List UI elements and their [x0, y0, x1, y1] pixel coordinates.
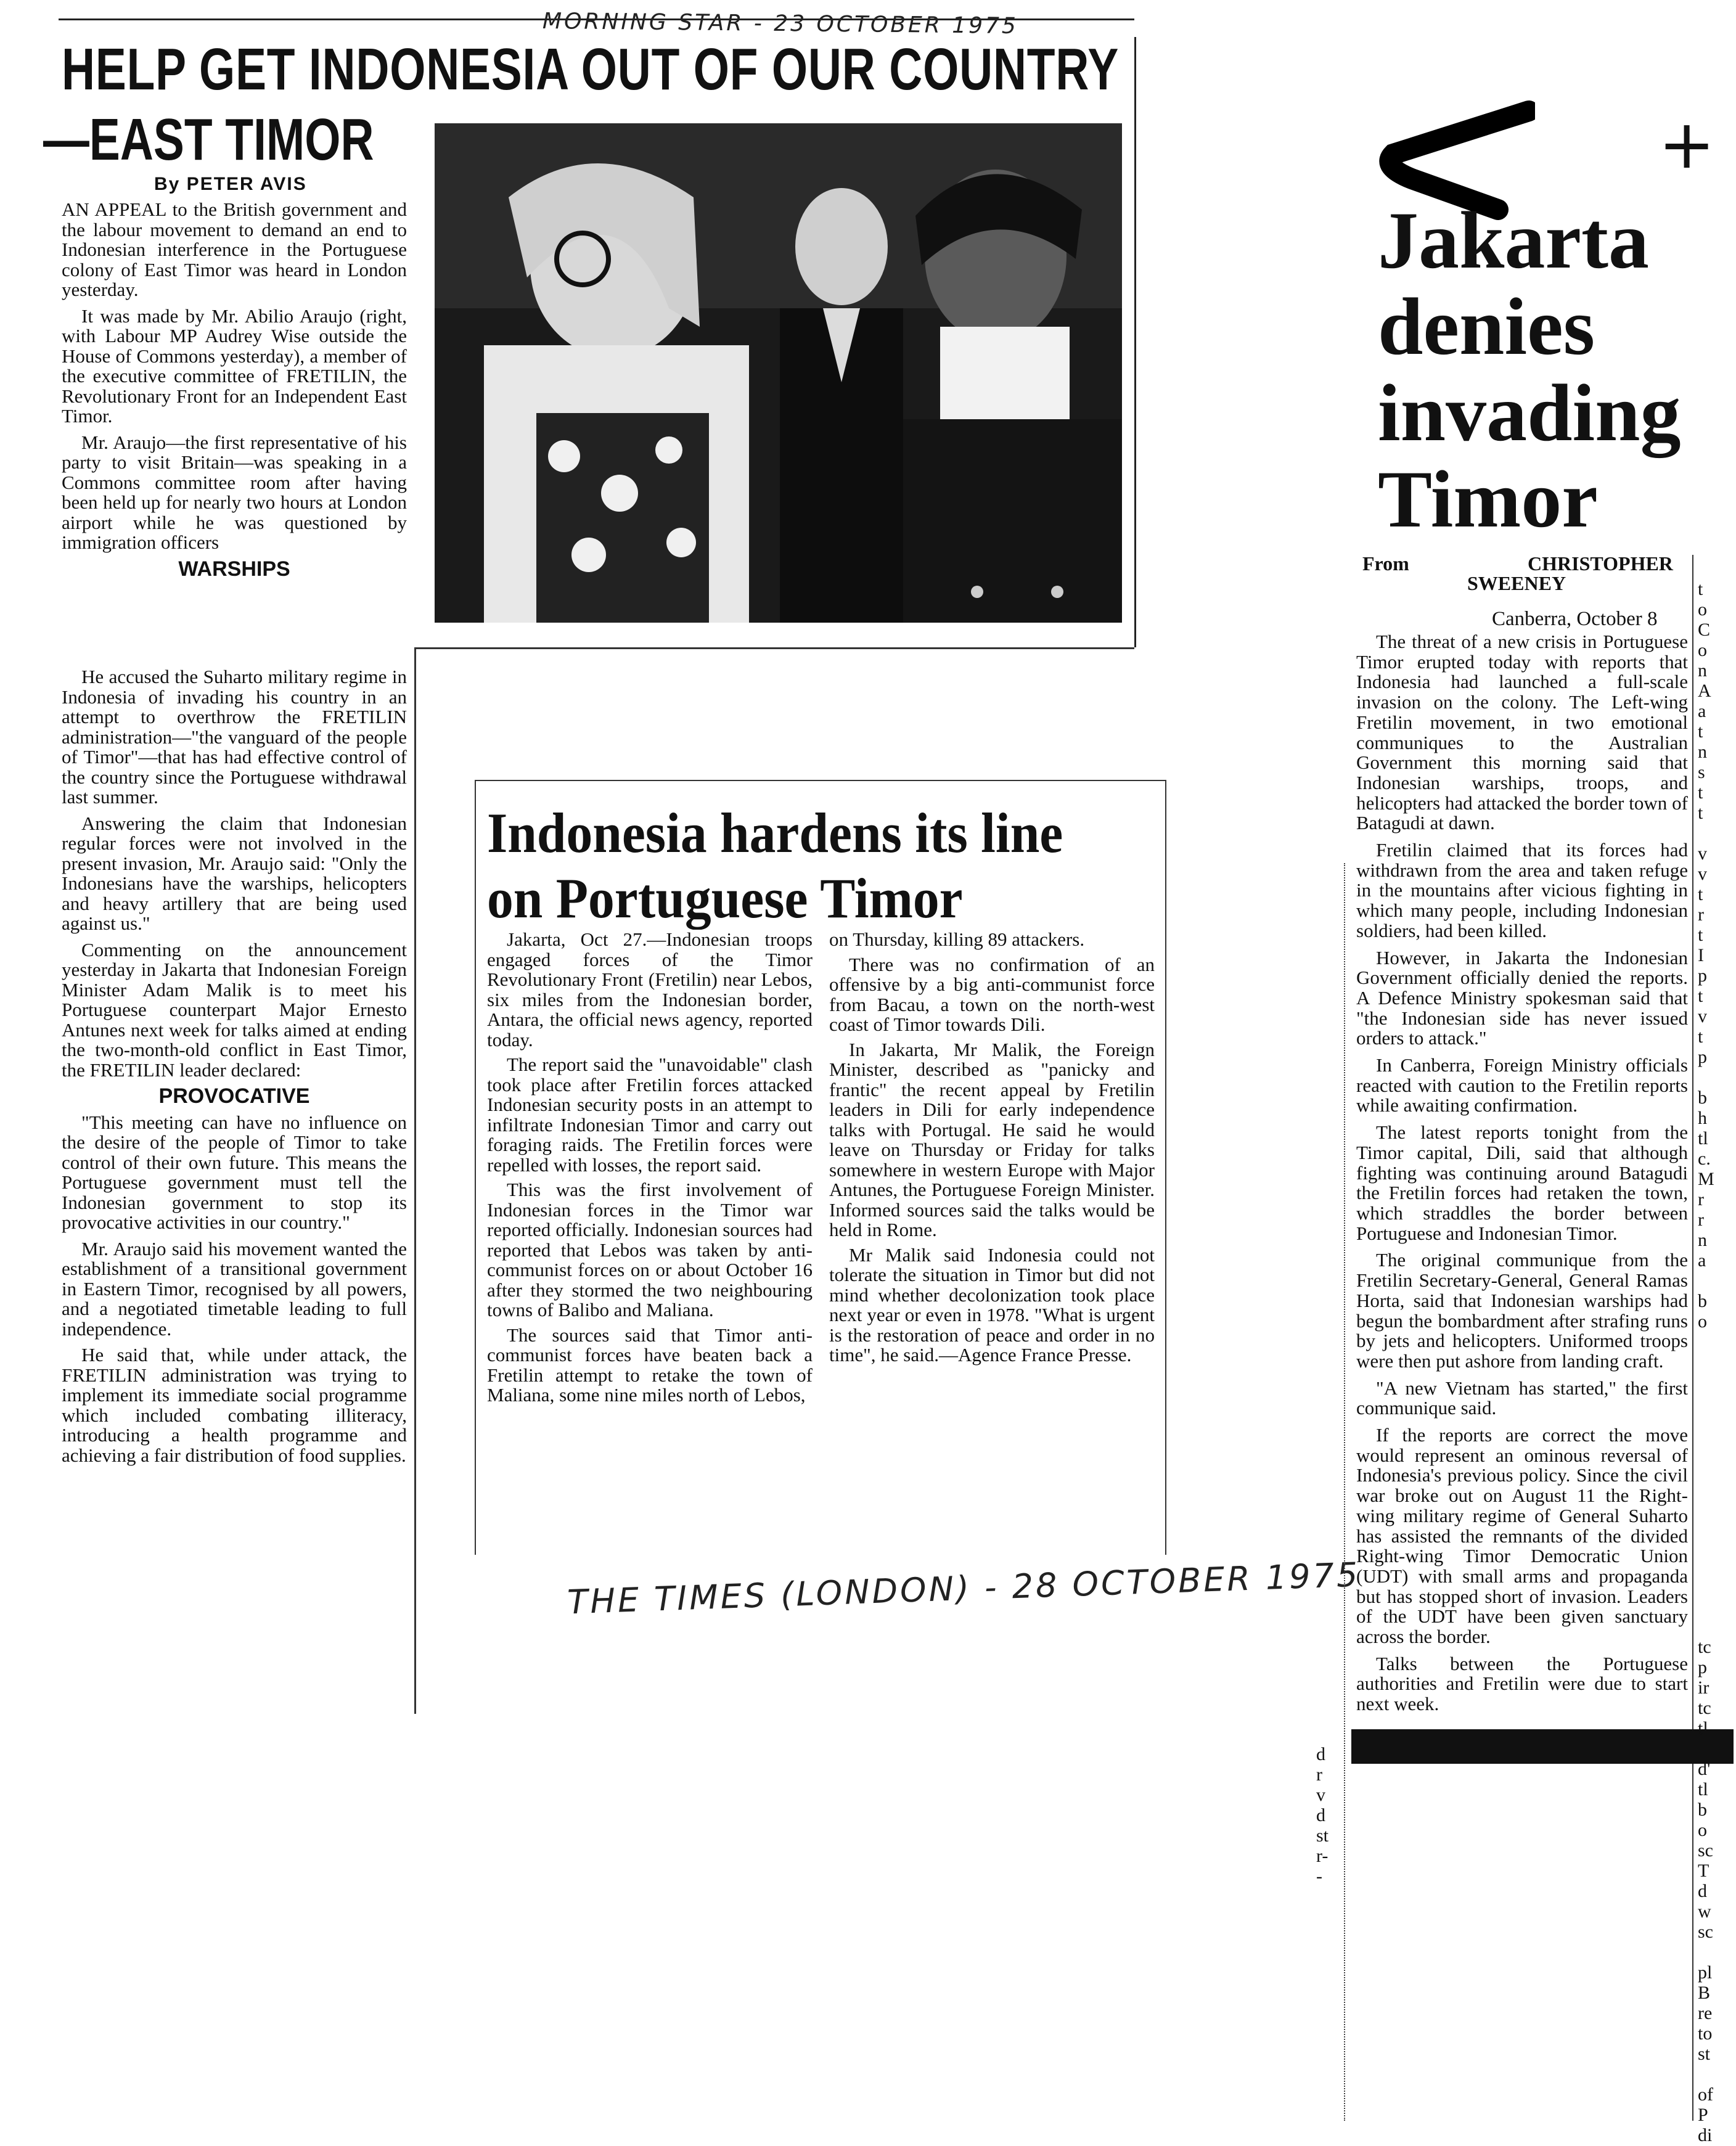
fragment-line: [1698, 1495, 1735, 1515]
fragment-line: ir: [1698, 1678, 1709, 1698]
fragment-line: v: [1316, 1785, 1325, 1805]
morning-star-column-2: [62, 667, 407, 1472]
fragment-line: st: [1698, 2044, 1711, 2064]
fragment-line: [1698, 1271, 1735, 1292]
fragment-line: tl: [1698, 1129, 1708, 1149]
fragment-line: [1698, 1515, 1735, 1536]
paragraph: It was made by Mr. Abilio Araujo (right, with Labour MP Audrey Wise outside the House of Commons yesterday), a member of the executive committee of FRETILIN, the Revolutionary Front for an Independent East Timor.: [62, 305, 407, 427]
fragment-line: c.: [1698, 1149, 1711, 1169]
fragment-line: tc: [1698, 1698, 1711, 1718]
paragraph: This was the first involvement of Indonesian forces in the Timor war reported officially. Indonesian sources had reported that Lebos was taken by anti-communist forces on or about October 16 after they stormed the two neighbouring towns of Balibo and Maliana.: [487, 1179, 813, 1321]
fragment-line: [1698, 1373, 1735, 1393]
fragment-line: v: [1698, 844, 1707, 864]
fragment-line: r: [1698, 905, 1704, 925]
fragment-line: n: [1698, 742, 1707, 762]
fragment-line: di: [1698, 2126, 1713, 2145]
jakarta-article-body: [1356, 632, 1688, 1721]
fragment-line: s: [1698, 763, 1705, 782]
fragment-line: A: [1698, 681, 1711, 701]
paragraph: Fretilin claimed that its forces had withdrawn from the area and taken refuge in the mountains after vicious fighting in which many people, including Indonesian soldiers, had been killed.: [1356, 839, 1688, 941]
fragment-line: P: [1698, 2105, 1708, 2125]
paragraph: The original communique from the Fretilin Secretary-General, General Ramas Horta, said that Indonesian warships had begun the bombardment after strafing runs by jets and helicopters. Uniformed troops were then put ashore from landing craft.: [1356, 1249, 1688, 1372]
fragment-line: o: [1698, 1312, 1707, 1332]
fragment-line: t: [1698, 783, 1703, 803]
times-headline-text: Indonesia hardens its line on Portuguese Timor: [487, 801, 1063, 930]
fragment-line: I: [1698, 946, 1704, 965]
paragraph: If the reports are correct the move would represent an ominous reversal of Indonesia's previous policy. Since the civil war broke out on August 11 the Right-wing military regime of General Suharto has assisted the remnants of the divided Right-wing Timor Democratic Union (UDT) with small arms and propaganda but has stopped short of invasion. Leaders of the UDT have been given sanctuary across the border.: [1356, 1424, 1688, 1648]
fragment-line: [1698, 1353, 1735, 1373]
paragraph: He accused the Suharto military regime in Indonesia of invading his country in an attempt to overthrow the FRETILIN administration—"the vanguard of the people of Timor"—that has had effective control of the country since the Portuguese withdrawal last summer.: [62, 666, 407, 808]
fragment-line: h: [1698, 1108, 1707, 1128]
paragraph: AN APPEAL to the British government and the labour movement to demand an end to Indonesian interference in the Portuguese colony of East Timor was heard in London yesterday.: [62, 199, 407, 300]
column-rule-right: [1692, 555, 1693, 2121]
fragment-line: t: [1698, 803, 1703, 823]
fragment-line: [1698, 1393, 1735, 1414]
fragment-line: tl: [1698, 1719, 1708, 1739]
fragment-line: p: [1698, 966, 1707, 986]
adjacent-column-fragment-right: [1698, 580, 1735, 2146]
handwritten-source-note-times: THE TIMES (LONDON) - 28 OCTOBER 1975: [567, 1555, 1361, 1622]
fragment-line: t: [1698, 925, 1703, 945]
paragraph: However, in Jakarta the Indonesian Government officially denied the reports. A Defence Ministry spokesman said that "the Indonesian side has never issued orders to attack.": [1356, 946, 1688, 1049]
paragraph: The report said the "unavoidable" clash took place after Fretilin forces attacked Indonesian security posts in an attempt to infiltrate Indonesian Timor and carry out foraging raids. The Fretilin forces were repelled with losses, the report said.: [487, 1054, 813, 1176]
flower: [666, 528, 696, 557]
fragment-line: [1698, 1068, 1735, 1088]
times-column-2: [829, 930, 1155, 1370]
handwritten-source-note-morning-star: MORNING STAR - 23 OCTOBER 1975: [542, 8, 1019, 39]
photo-illustration: [435, 123, 1122, 623]
fragment-line: -: [1316, 1867, 1322, 1886]
morning-star-column-1: [62, 200, 407, 585]
fragment-line: sc: [1698, 1922, 1713, 1942]
fragment-line: [1698, 1414, 1735, 1434]
fragment-line: d: [1316, 1806, 1325, 1825]
fragment-line: o: [1698, 1820, 1707, 1840]
dateline: Canberra, October 8: [1492, 608, 1658, 630]
fragment-line: t: [1698, 580, 1703, 599]
paragraph: Jakarta, Oct 27.—Indonesian troops engaged forces of the Timor Revolutionary Front (Fretilin) near Lebos, six miles from the Indonesian border, Antara, the official news agency, reported today.: [487, 928, 813, 1050]
fragment-line: a: [1698, 702, 1706, 721]
times-outer-border-top: [414, 647, 1134, 649]
fragment-line: d': [1698, 1759, 1711, 1779]
adjacent-column-fragment-left: [1316, 1745, 1341, 1887]
fragment-line: st: [1316, 1826, 1329, 1846]
button: [971, 586, 983, 598]
fragment-line: [1698, 1576, 1735, 1597]
subhead-warships: WARSHIPS: [178, 557, 290, 581]
fragment-line: sc: [1698, 1841, 1713, 1861]
fragment-line: to: [1698, 2024, 1713, 2044]
fragment-line: of: [1698, 2085, 1713, 2105]
paragraph: Talks between the Portuguese authorities and Fretilin were due to start next week.: [1356, 1652, 1688, 1715]
paragraph: There was no confirmation of an offensive by a big anti-communist force from Bacau, a town on the north-west coast of Timor towards Dili.: [829, 953, 1155, 1035]
fragment-line: d: [1698, 1882, 1707, 1901]
byline-author-first: CHRISTOPHER: [1528, 552, 1673, 575]
fragment-line: [1698, 1475, 1735, 1495]
fragment-line: v: [1698, 864, 1707, 884]
fragment-line: [1698, 1332, 1735, 1353]
fragment-line: [1698, 1536, 1735, 1556]
fragment-line: C: [1698, 620, 1711, 640]
paragraph: The latest reports tonight from the Timor capital, Dili, said that although fighting was continuing around Batagudi the Fretilin forces had retaken the town, which straddles the border between Portuguese and Indonesian Timor.: [1356, 1121, 1688, 1244]
byline-from: From: [1362, 552, 1409, 575]
paragraph: In Jakarta, Mr Malik, the Foreign Minister, described as "panicky and frantic" the recent appeal by Fretilin leaders in Dili for early independence talks with Portugal. He said he would leave on Thursday or Friday for talks somewhere in western Europe with Major Antunes, the Portuguese Foreign Minister. Informed sources said the talks would be held in Rome.: [829, 1038, 1155, 1240]
fragment-line: t: [1698, 1027, 1703, 1047]
fragment-line: r: [1698, 1190, 1704, 1210]
fragment-line: b: [1698, 1800, 1707, 1820]
paragraph: In Canberra, Foreign Ministry officials reacted with caution to the Fretilin reports while awaiting confirmation.: [1356, 1054, 1688, 1116]
byline-author-last: SWEENEY: [1467, 572, 1566, 594]
man-face: [795, 188, 888, 305]
news-photo-araujo-and-wise: [435, 123, 1122, 623]
fragment-line: [1698, 1597, 1735, 1617]
fragment-line: r-: [1316, 1846, 1329, 1866]
jakarta-headline-text: Jakarta denies invading Timor: [1378, 195, 1681, 544]
fragment-line: [1698, 1617, 1735, 1637]
times-outer-border-left: [414, 647, 416, 1714]
paragraph: "This meeting can have no influence on the desire of the people of Timor to take control of their own future. This means the Portuguese government must tell the Indonesian government to stop its provocative activities in our country.": [62, 1111, 407, 1233]
paragraph: The sources said that Timor anti-communist forces have beaten back a Fretilin attempt to retake the town of Maliana, some nine miles north of Lebos,: [487, 1324, 813, 1406]
morning-star-headline: HELP GET INDONESIA OUT OF OUR COUNTRY: [62, 36, 1120, 102]
fragment-line: v: [1698, 1007, 1707, 1026]
fragment-line: w: [1698, 1902, 1711, 1922]
morning-star-byline: By PETER AVIS: [154, 174, 307, 194]
paragraph: Mr. Araujo said his movement wanted the establishment of a transitional government in Eastern Timor, recognised by all powers, and a negotiated timetable leading to full independence.: [62, 1237, 407, 1340]
paragraph: Commenting on the announcement yesterday in Jakarta that Indonesian Foreign Minister Adam Malik is to meet his Portuguese counterpart Major Ernesto Antunes next week for talks aimed at ending the two-month-old conflict in East Timor, the FRETILIN leader declared:: [62, 938, 407, 1081]
fragment-line: [1698, 2065, 1735, 2085]
black-bar-rule: [1351, 1729, 1734, 1764]
fragment-line: re: [1698, 2004, 1713, 2023]
fragment-line: B: [1698, 1983, 1711, 2003]
flower: [571, 538, 606, 572]
fragment-line: p: [1698, 1047, 1707, 1067]
fragment-line: [1698, 1434, 1735, 1454]
paragraph: on Thursday, killing 89 attackers.: [829, 928, 1085, 950]
button: [1051, 586, 1063, 598]
fragment-line: [1698, 1454, 1735, 1475]
times-column-1: [487, 930, 813, 1411]
paragraph: Mr. Araujo—the first representative of his party to visit Britain—was speaking in a Commons committee room after having been held up for nearly two hours at London airport while he was questioned by immigration officers: [62, 431, 407, 553]
column-rule-left: [1344, 863, 1345, 2121]
morning-star-headline-line2: —EAST TIMOR: [43, 107, 374, 173]
fragment-line: [1698, 1739, 1735, 1759]
fragment-line: o: [1698, 641, 1707, 660]
fragment-line: t: [1698, 986, 1703, 1006]
fragment-line: b: [1698, 1088, 1707, 1108]
jakarta-headline: [1378, 197, 1686, 543]
paragraph: The threat of a new crisis in Portuguese Timor erupted today with reports that Indonesia had launched a full-scale invasion on the colony. The Left-wing Fretilin movement, in two emotional communiques to the Australian Government this morning said that Indonesian warships, troops, and helicopters had attacked the border town of Batagudi at dawn.: [1356, 631, 1688, 834]
fragment-line: t: [1698, 885, 1703, 904]
fragment-line: [1698, 824, 1735, 844]
fragment-line: b: [1698, 1292, 1707, 1311]
fragment-line: p: [1698, 1658, 1707, 1677]
fragment-line: r: [1698, 1210, 1704, 1230]
flower: [548, 440, 580, 472]
times-headline: [487, 800, 1106, 931]
clipping-border-top: [59, 18, 1134, 20]
paragraph: Mr Malik said Indonesia could not tolerate the situation in Timor but did not mind whether decolonization took place next year or even in 1978. "What is urgent is the restoration of peace and order in no time", he said.—Agence France Presse.: [829, 1243, 1155, 1366]
fragment-line: tc: [1698, 1637, 1711, 1657]
fragment-line: n: [1698, 1231, 1707, 1250]
flower: [655, 436, 682, 464]
fragment-line: M: [1698, 1169, 1714, 1189]
subhead-provocative: PROVOCATIVE: [158, 1084, 310, 1108]
clipping-border-right: [1134, 37, 1136, 647]
fragment-line: [1698, 1556, 1735, 1576]
handwritten-plus-mark: +: [1658, 105, 1716, 184]
fragment-line: n: [1698, 661, 1707, 681]
paragraph: He said that, while under attack, the FRETILIN administration was trying to implement its immediate social programme which included combating illiteracy, introducing a health programme and achieving a fair distribution of food supplies.: [62, 1344, 407, 1466]
flower: [601, 475, 638, 512]
fragment-line: [1698, 1943, 1735, 1963]
fragment-line: t: [1698, 722, 1703, 742]
fragment-line: d: [1316, 1745, 1325, 1764]
fragment-line: r: [1316, 1765, 1322, 1785]
fragment-line: pl: [1698, 1963, 1713, 1983]
paragraph: "A new Vietnam has started," the first communique said.: [1356, 1377, 1688, 1419]
fragment-line: o: [1698, 600, 1707, 620]
fragment-line: a: [1698, 1251, 1706, 1271]
fragment-line: tl: [1698, 1780, 1708, 1800]
araujo-jacket: [903, 419, 1122, 623]
fragment-line: T: [1698, 1861, 1709, 1881]
paragraph: Answering the claim that Indonesian regular forces were not involved in the present invasion, Mr. Araujo said: "Only the Indonesians have the warships, helicopters and heavy artillery that are being used against us.": [62, 812, 407, 934]
